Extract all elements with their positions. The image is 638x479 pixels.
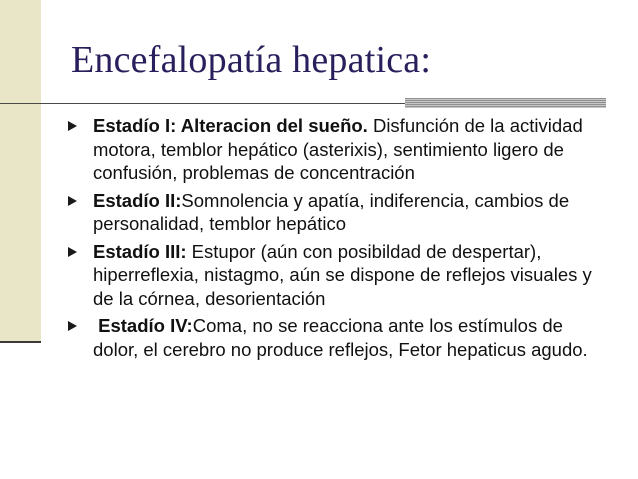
- stage-3-text: Estupor (aún con posibildad de despertar), hiperreflexia, nistagmo, aún se dispone de reflejos visuales y de la córnea, desorientación: [93, 240, 592, 309]
- title-divider-line: [0, 103, 405, 104]
- stage-4-text: Coma, no se reacciona ante los estímulos de dolor, el cerebro no produce reflejos, Fetor hepaticus agudo.: [93, 315, 588, 360]
- stage-3-label: Estadío III:: [93, 240, 187, 262]
- bullet-item-stage-4: [68, 314, 608, 361]
- left-decorative-band: [0, 0, 41, 341]
- stage-4-label: Estadío IV:: [93, 315, 193, 336]
- bullet-arrow-icon: [68, 247, 77, 257]
- bullet-item-stage-3: [68, 240, 608, 311]
- slide-title: Encefalopatía hepatica:: [71, 39, 432, 81]
- bullet-arrow-icon: [68, 321, 77, 331]
- bullet-arrow-icon: [68, 196, 77, 206]
- stage-2-text: Somnolencia y apatía, indiferencia, cambios de personalidad, temblor hepático: [93, 189, 570, 234]
- stage-2-label: Estadío II:: [93, 189, 182, 211]
- bullet-item-stage-2: [68, 189, 608, 236]
- stage-1-label: Estadío I: Alteracion del sueño.: [93, 115, 368, 136]
- bullet-arrow-icon: [68, 121, 77, 131]
- left-band-rule: [0, 341, 41, 343]
- bullet-list: [68, 114, 608, 365]
- bullet-item-stage-1: [68, 114, 608, 185]
- stage-1-text: Disfunción de la actividad motora, temblor hepático (asterixis), sentimiento ligero de confusión, problemas de concentración: [93, 115, 583, 183]
- title-divider-bar: [405, 98, 606, 108]
